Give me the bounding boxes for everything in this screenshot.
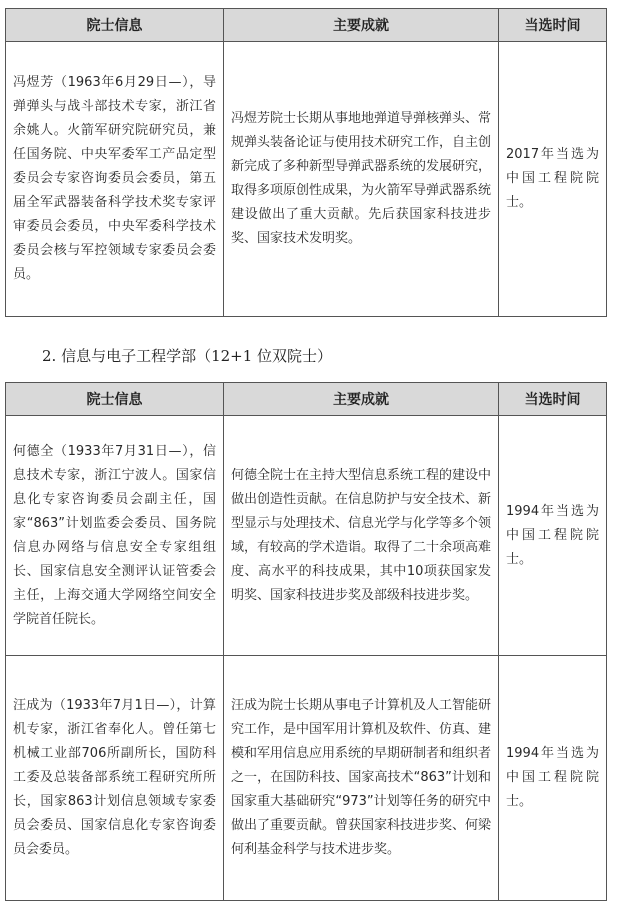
academician-info: 汪成为（1933年7月1日—），计算机专家，浙江省奉化人。曾任第七机械工业部706所副所长，国防科工委及总装备部系统工程研究所所长，国家863计划信息领域专家委员会委员、国家信息化专家咨询委员会委员。 [6, 656, 224, 901]
academician-table-1 [5, 8, 607, 317]
academician-elected: 2017年当选为中国工程院院士。 [499, 42, 607, 317]
academician-achievement: 冯煜芳院士长期从事地地弹道导弹核弹头、常规弹头装备论证与使用技术研究工作，自主创新完成了多种新型导弹武器系统的发展研究，取得多项原创性成果，为火箭军导弹武器系统建设做出了重大贡献。先后获国家科技进步奖、国家技术发明奖。 [224, 42, 499, 317]
table-row [6, 42, 607, 317]
table-header-row [6, 383, 607, 416]
table-row [6, 416, 607, 656]
academician-elected: 1994年当选为中国工程院院士。 [499, 656, 607, 901]
academician-elected: 1994年当选为中国工程院院士。 [499, 416, 607, 656]
academician-achievement: 何德全院士在主持大型信息系统工程的建设中做出创造性贡献。在信息防护与安全技术、新型显示与处理技术、信息光学与化学等多个领域，有较高的学术造诣。取得了二十余项高难度、高水平的科技成果，其中10项获国家发明奖、国家科技进步奖及部级科技进步奖。 [224, 416, 499, 656]
section-heading: 2. 信息与电子工程学部（12+1 位双院士） [42, 347, 333, 365]
table-header-row [6, 9, 607, 42]
header-elected: 当选时间 [499, 383, 607, 416]
header-achievement: 主要成就 [224, 383, 499, 416]
header-info: 院士信息 [6, 383, 224, 416]
academician-info: 冯煜芳（1963年6月29日—），导弹弹头与战斗部技术专家，浙江省余姚人。火箭军研究院研究员，兼任国务院、中央军委军工产品定型委员会专家咨询委员会委员，第五届全军武器装备科学技术奖专家评审委员会委员，中央军委科学技术委员会核与军控领域专家委员会委员。 [6, 42, 224, 317]
header-info: 院士信息 [6, 9, 224, 42]
header-elected: 当选时间 [499, 9, 607, 42]
header-achievement: 主要成就 [224, 9, 499, 42]
academician-table-2 [5, 382, 607, 901]
table-row [6, 656, 607, 901]
academician-achievement: 汪成为院士长期从事电子计算机及人工智能研究工作，是中国军用计算机及软件、仿真、建模和军用信息应用系统的早期研制者和组织者之一，在国防科技、国家高技术“863”计划和国家重大基础研究“973”计划等任务的研究中做出了重要贡献。曾获国家科技进步奖、何梁何利基金科学与技术进步奖。 [224, 656, 499, 901]
academician-info: 何德全（1933年7月31日—），信息技术专家，浙江宁波人。国家信息化专家咨询委员会副主任，国家“863”计划监委会委员、国务院信息办网络与信息安全专家组组长、国家信息安全测评认证管委会主任，上海交通大学网络空间安全学院首任院长。 [6, 416, 224, 656]
